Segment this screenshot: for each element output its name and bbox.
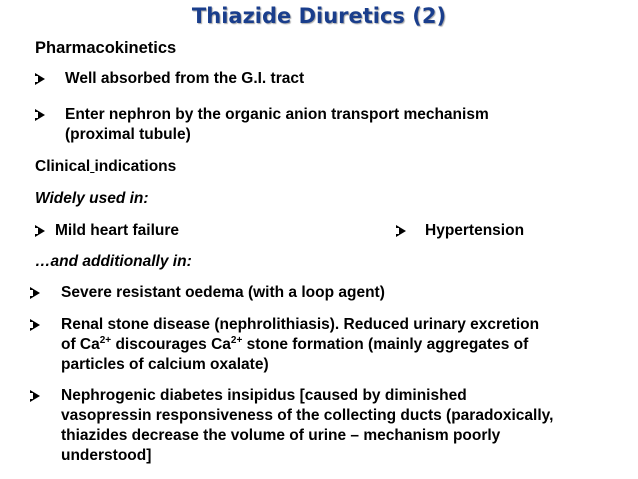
arrowhead-bullet-icon	[30, 286, 44, 300]
indication-oedema: Severe resistant oedema (with a loop agent)	[61, 284, 385, 301]
indication-ndi-line2: vasopressin responsiveness of the collecting ducts (paradoxically,	[61, 407, 554, 424]
pk-item-nephron: Enter nephron by the organic anion transport mechanism	[65, 106, 489, 123]
pk-item-absorbed: Well absorbed from the G.I. tract	[65, 70, 305, 87]
superscript-charge: 2+	[230, 335, 243, 346]
additionally-label: …and additionally in:	[35, 253, 192, 270]
indication-mild-heart-failure: Mild heart failure	[55, 222, 180, 239]
widely-used-label: Widely used in:	[35, 190, 149, 207]
renal-text-c: stone formation (mainly aggregates of	[242, 336, 529, 353]
arrowhead-bullet-icon	[35, 72, 49, 86]
indication-renal-line1: Renal stone disease (nephrolithiasis). Reduced urinary excretion	[61, 316, 540, 333]
clinical-heading-b: indications	[94, 158, 177, 175]
arrowhead-bullet-icon	[35, 108, 49, 122]
indication-hypertension: Hypertension	[425, 222, 525, 239]
superscript-charge: 2+	[99, 335, 112, 346]
arrowhead-bullet-icon	[30, 318, 44, 332]
slide-title: Thiazide Diuretics (2)	[191, 4, 447, 28]
indication-renal-line3: particles of calcium oxalate)	[61, 356, 269, 373]
arrowhead-bullet-icon	[35, 224, 49, 238]
renal-text-a: of Ca	[61, 336, 100, 353]
clinical-heading-a: Clinical	[35, 158, 91, 175]
renal-text-b: discourages Ca	[111, 336, 231, 353]
indication-renal-line2	[61, 335, 528, 355]
clinical-heading	[35, 157, 176, 177]
arrowhead-bullet-icon	[30, 389, 44, 403]
indication-ndi-line3: thiazides decrease the volume of urine – mechanism poorly	[61, 427, 501, 444]
arrowhead-bullet-icon	[396, 224, 410, 238]
indication-ndi-line1: Nephrogenic diabetes insipidus [caused by diminished	[61, 387, 467, 404]
indication-ndi-line4: understood]	[61, 447, 152, 464]
pk-item-nephron-cont: (proximal tubule)	[65, 126, 191, 143]
pharmacokinetics-heading: Pharmacokinetics	[35, 39, 177, 57]
